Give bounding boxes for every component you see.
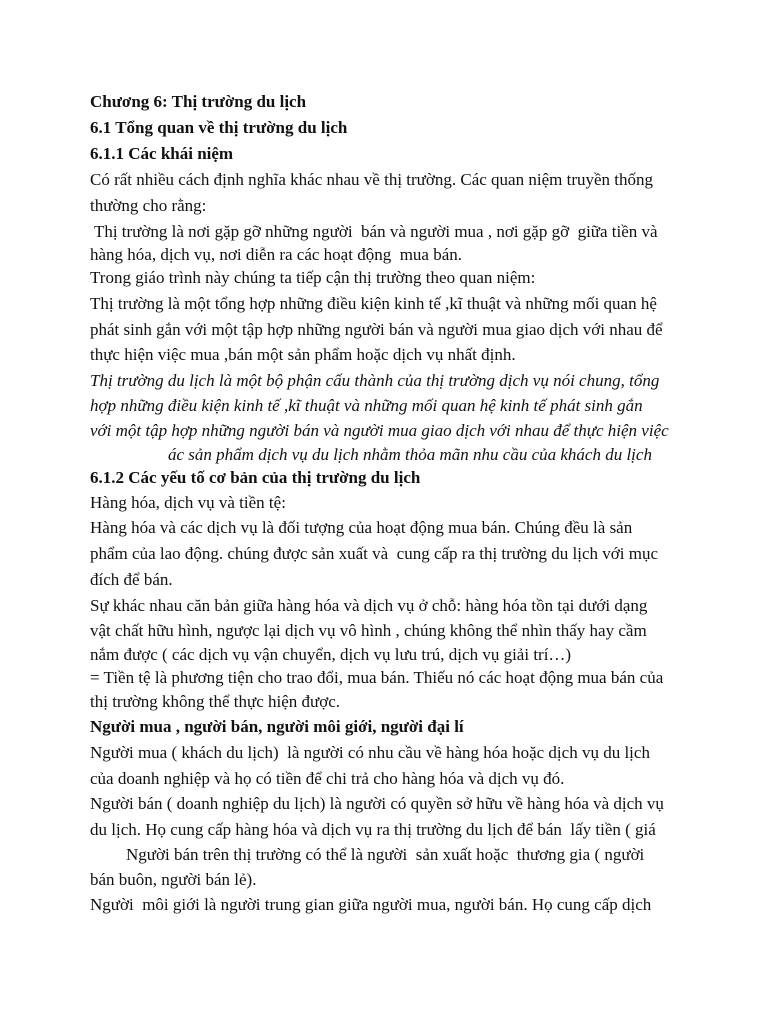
paragraph-line: Trong giáo trình này chúng ta tiếp cận thị trường theo quan niệm: (90, 268, 536, 287)
paragraph-line: nắm được ( các dịch vụ vận chuyển, dịch vụ lưu trú, dịch vụ giải trí…) (90, 645, 572, 664)
bold-heading: Người mua , người bán, người môi giới, người đại lí (90, 717, 464, 736)
paragraph-line: thị trường không thể thực hiện được. (90, 692, 341, 711)
italic-definition-line: hợp những điều kiện kinh tế ,kĩ thuật và những mối quan hệ kinh tế phát sinh gắn (90, 396, 643, 415)
paragraph-line: Thị trường là nơi gặp gỡ những người bán và người mua , nơi gặp gỡ giữa tiền và (90, 222, 658, 241)
italic-definition-line: Thị trường du lịch là một bộ phận cấu thành của thị trường dịch vụ nói chung, tổng (90, 371, 660, 390)
paragraph-line: = Tiền tệ là phương tiện cho trao đổi, mua bán. Thiếu nó các hoạt động mua bán của (90, 668, 664, 687)
subsection-heading: 6.1.1 Các khái niệm (90, 144, 234, 163)
paragraph-line: Thị trường là một tổng hợp những điều kiện kinh tế ,kĩ thuật và những mối quan hệ (90, 294, 657, 313)
paragraph-line: Người bán trên thị trường có thể là người sản xuất hoặc thương gia ( người (126, 845, 645, 864)
paragraph-line: phẩm của lao động. chúng được sản xuất và cung cấp ra thị trường du lịch với mục (90, 544, 658, 563)
paragraph-line: của doanh nghiệp và họ có tiền để chi trả cho hàng hóa và dịch vụ đó. (90, 769, 565, 788)
paragraph-line: Người bán ( doanh nghiệp du lịch) là người có quyền sở hữu về hàng hóa và dịch vụ (90, 794, 664, 813)
paragraph-line: phát sinh gắn với một tập hợp những người bán và người mua giao dịch với nhau để (90, 320, 663, 339)
paragraph-line: du lịch. Họ cung cấp hàng hóa và dịch vụ ra thị trường du lịch để bán lấy tiền ( giá (90, 820, 656, 839)
paragraph-line: Hàng hóa và các dịch vụ là đối tượng của hoạt động mua bán. Chúng đều là sản (90, 518, 633, 537)
paragraph-line: Người môi giới là người trung gian giữa người mua, người bán. Họ cung cấp dịch (90, 895, 652, 914)
italic-definition-line: ác sản phẩm dịch vụ du lịch nhằm thỏa mãn nhu cầu của khách du lịch (168, 445, 652, 464)
paragraph-line: Có rất nhiều cách định nghĩa khác nhau về thị trường. Các quan niệm truyền thống (90, 170, 654, 189)
chapter-title: Chương 6: Thị trường du lịch (90, 92, 307, 111)
paragraph-line: Sự khác nhau căn bản giữa hàng hóa và dịch vụ ở chỗ: hàng hóa tồn tại dưới dạng (90, 596, 648, 615)
paragraph-line: Người mua ( khách du lịch) là người có nhu cầu về hàng hóa hoặc dịch vụ du lịch (90, 743, 650, 762)
paragraph-line: bán buôn, người bán lẻ). (90, 870, 257, 889)
paragraph-line: thường cho rằng: (90, 196, 207, 215)
paragraph-line: Hàng hóa, dịch vụ và tiền tệ: (90, 493, 286, 512)
paragraph-line: đích để bán. (90, 570, 173, 589)
paragraph-line: hàng hóa, dịch vụ, nơi diễn ra các hoạt động mua bán. (90, 245, 463, 264)
paragraph-line: vật chất hữu hình, ngược lại dịch vụ vô hình , chúng không thể nhìn thấy hay cầm (90, 621, 647, 640)
section-heading: 6.1 Tổng quan về thị trường du lịch (90, 118, 348, 137)
paragraph-line: thực hiện việc mua ,bán một sản phẩm hoặc dịch vụ nhất định. (90, 345, 516, 364)
italic-definition-line: với một tập hợp những người bán và người mua giao dịch với nhau để thực hiện việc (90, 421, 669, 440)
subsection-heading: 6.1.2 Các yếu tố cơ bản của thị trường du lịch (90, 468, 421, 487)
